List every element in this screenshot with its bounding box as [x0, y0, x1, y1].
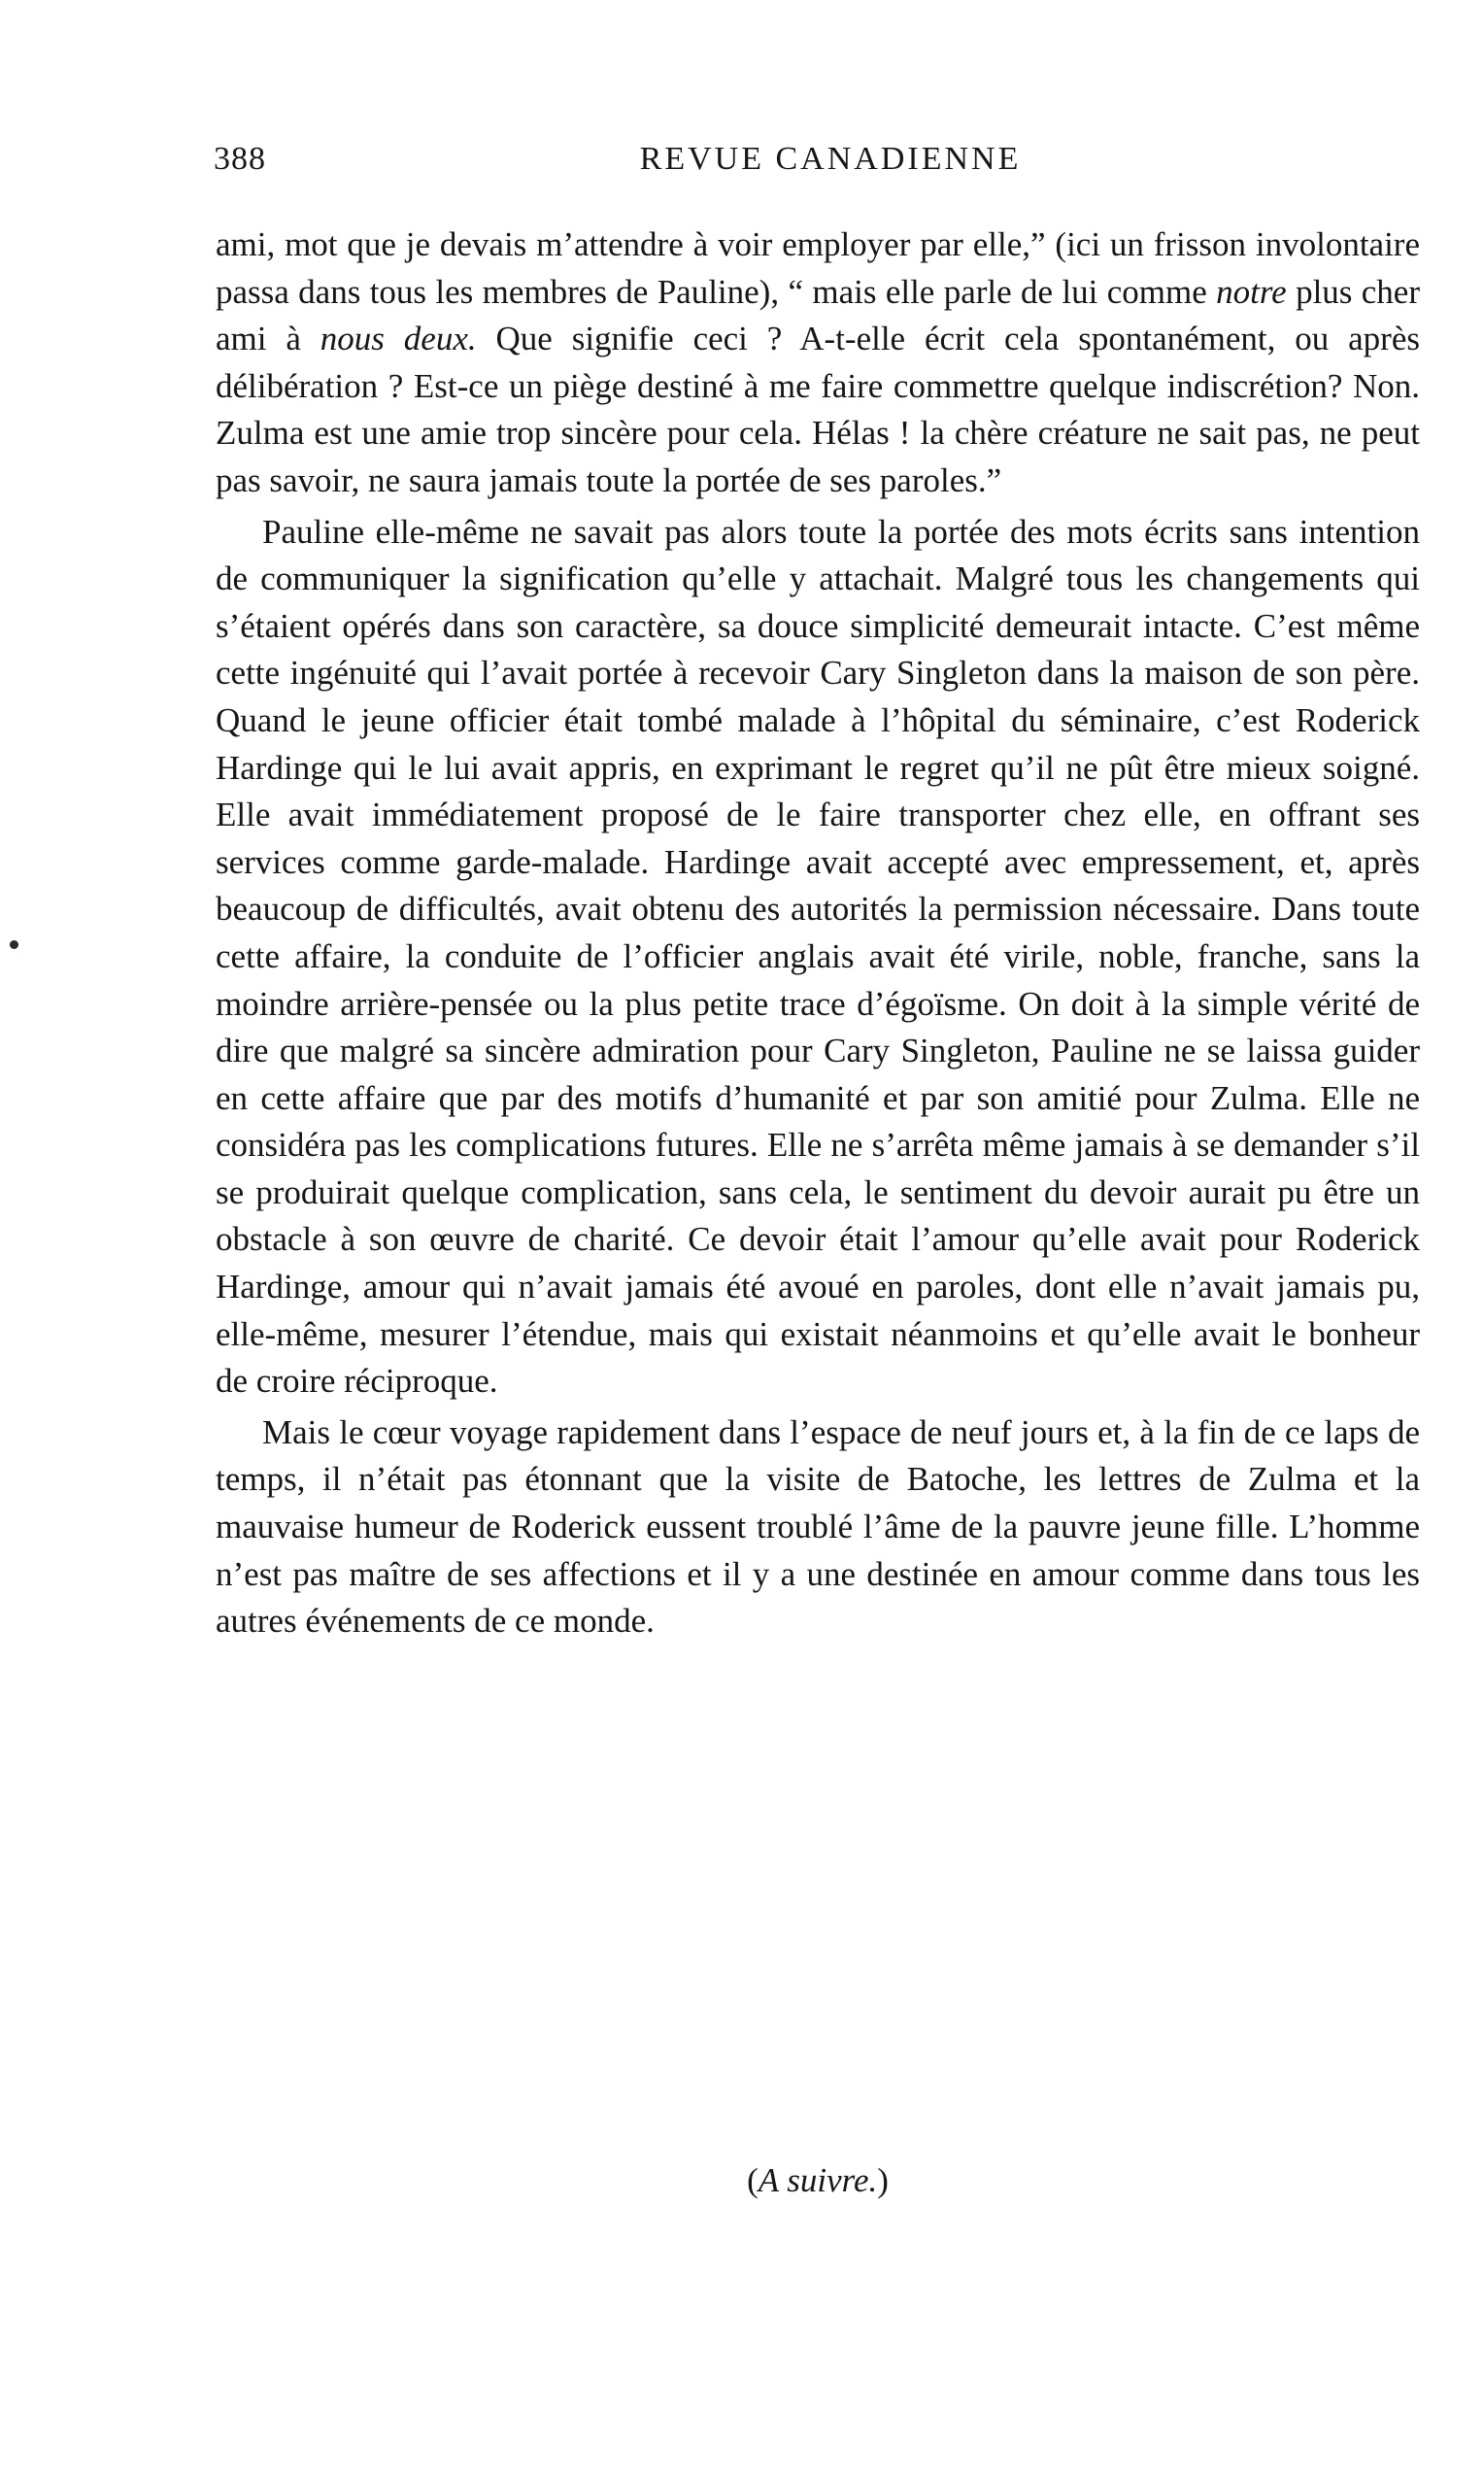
- paragraph-text: plus cher ami à: [216, 272, 1420, 358]
- emphasis-text: notre: [1216, 272, 1287, 311]
- continuation-note: [216, 2161, 1420, 2200]
- paragraph: [216, 221, 1420, 505]
- running-title: REVUE CANADIENNE: [639, 141, 1022, 177]
- paragraph-text: Mais le cœur voyage rapidement dans l’espace de neuf jours et, à la fin de ce laps de temps, il n’était pas étonnant que la visite de Batoche, les lettres de Zulma et la mauvaise humeur de Roderick eussent troublé l’âme de la pauvre jeune fille. L’homme n’est pas maître de ses affections et il y a une destinée en amour comme dans tous les autres événements de ce monde.: [216, 1412, 1420, 1641]
- paragraph-text: Que signifie ceci ? A-t-elle écrit cela spontanément, ou après délibération ? Est-ce un piège destiné à me faire commettre quelque indiscrétion? Non. Zulma est une amie trop sincère pour cela. Hélas ! la chère créature ne sait pas, ne peut pas savoir, ne saura jamais toute la portée de ses paroles.”: [216, 320, 1420, 499]
- paragraph: [216, 1409, 1420, 1646]
- page-header: [214, 141, 1447, 199]
- paragraph-text: Pauline elle-même ne savait pas alors toute la portée des mots écrits sans intention de communiquer la signification qu’elle y attachait. Malgré tous les changements qui s’étaient opérés dans son caractère, sa douce simplicité demeurait intacte. C’est même cette ingénuité qui l’avait portée à recevoir Cary Singleton dans la maison de son père. Quand le jeune officier était tombé malade à l’hôpital du séminaire, c’est Roderick Hardinge qui le lui avait appris, en exprimant le regret qu’il ne pût être mieux soigné. Elle avait immédiatement proposé de le faire transporter chez elle, en offrant ses services comme garde-malade. Hardinge avait accepté avec empressement, et, après beaucoup de difficultés, avait obtenu des autorités la permission nécessaire. Dans toute cette affaire, la conduite de l’officier anglais avait été virile, noble, franche, sans la moindre arrière-pensée ou la plus petite trace d’égoïsme. On doit à la simple vérité de dire que malgré sa sincère admiration pour Cary Singleton, Pauline ne se laissa guider en cette affaire que par des motifs d’humanité et par son amitié pour Zulma. Elle ne considéra pas les complications futures. Elle ne s’arrêta même jamais à se demander s’il se produirait quelque complication, sans cela, le sentiment du devoir aurait pu être un obstacle à son œuvre de charité. Ce devoir était l’amour qu’elle avait pour Roderick Hardinge, amour qui n’avait jamais été avoué en paroles, dont elle n’avait jamais pu, elle-même, mesurer l’étendue, mais qui existait néanmoins et qu’elle avait le bonheur de croire réciproque.: [216, 512, 1420, 1401]
- continuation-close: ): [877, 2161, 889, 2199]
- page-number: 388: [214, 141, 266, 177]
- emphasis-text: nous deux.: [320, 320, 477, 358]
- margin-mark: [10, 940, 18, 949]
- paragraph: [216, 509, 1420, 1406]
- continuation-open: (: [747, 2161, 759, 2199]
- continuation-text: A suivre.: [758, 2161, 878, 2199]
- paragraph-text: ami, mot que je devais m’attendre à voir employer par elle,” (ici un frisson involontaire passa dans tous les membres de Pauline), “ mais elle parle de lui comme: [216, 225, 1420, 311]
- article-body: [216, 221, 1420, 1649]
